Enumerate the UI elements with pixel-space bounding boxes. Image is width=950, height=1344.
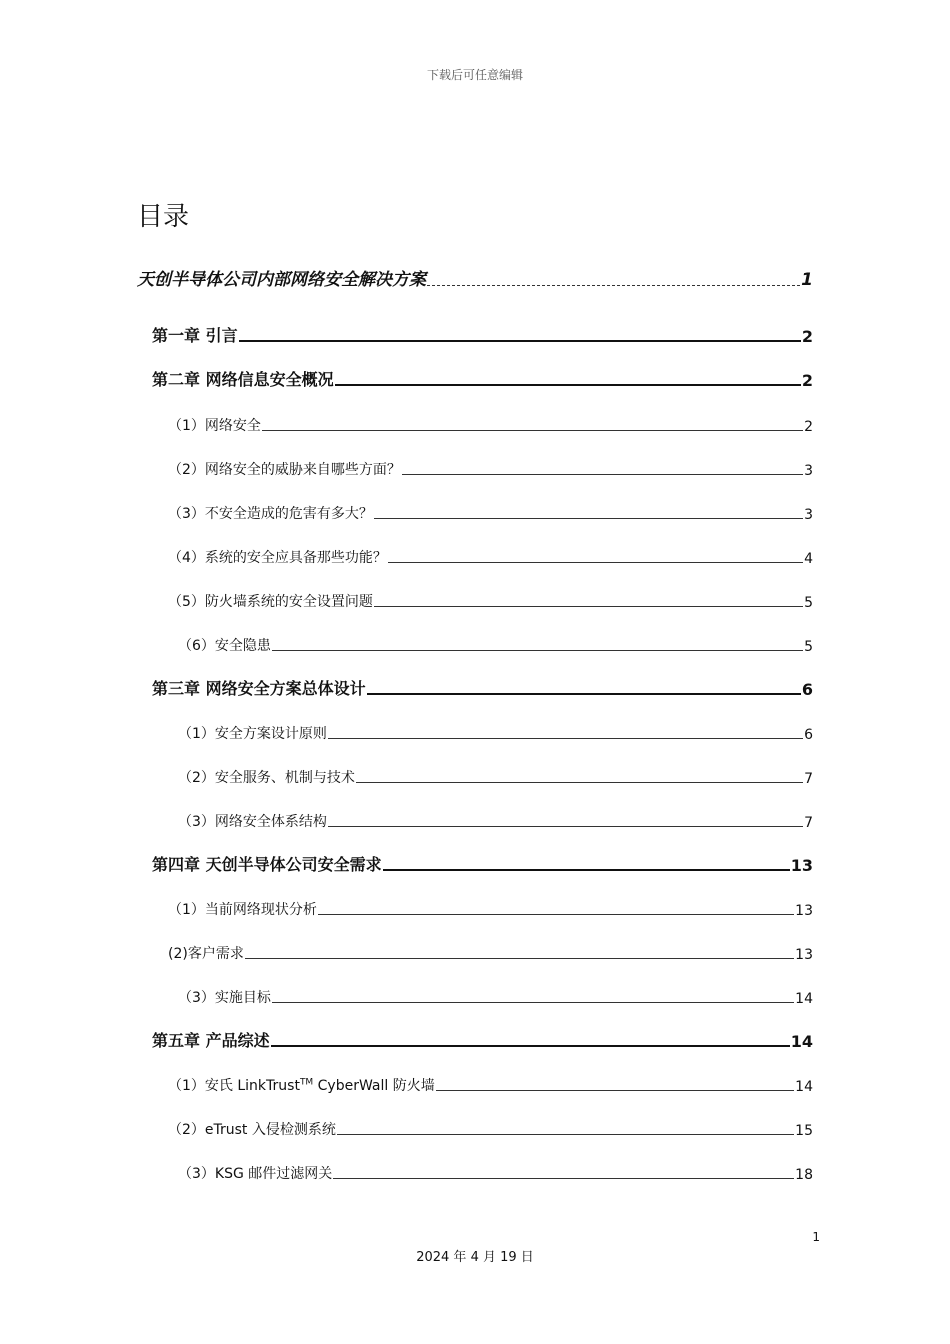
trademark-sup: TM	[299, 1077, 314, 1088]
toc-entry-3-1[interactable]	[178, 721, 813, 743]
toc-leader	[272, 650, 803, 651]
toc-entry-label	[168, 1075, 435, 1095]
toc-entry-page: 5	[804, 639, 813, 655]
toc-leader	[335, 384, 801, 386]
toc-leader	[333, 1178, 794, 1179]
toc-entry-label: （3）网络安全体系结构	[178, 814, 327, 830]
toc-entry-page: 7	[804, 815, 813, 831]
toc-entry-chapter-3[interactable]	[152, 677, 813, 699]
toc-leader	[262, 430, 803, 431]
toc-leader	[374, 606, 803, 607]
toc-entry-3-3[interactable]	[178, 809, 813, 831]
toc-leader	[367, 693, 801, 695]
toc-entry-label: （1）当前网络现状分析	[168, 902, 317, 918]
toc-entry-label: 天创半导体公司内部网络安全解决方案	[137, 270, 426, 290]
toc-entry-chapter-2[interactable]	[152, 368, 813, 390]
toc-leader	[318, 914, 794, 915]
toc-entry-chapter-4[interactable]	[152, 853, 813, 875]
toc-entry-label: （3）KSG 邮件过滤网关	[178, 1166, 333, 1182]
toc-leader	[356, 782, 803, 783]
toc-entry-page: 18	[795, 1167, 813, 1183]
toc-entry-page: 13	[795, 903, 813, 919]
toc-entry-page: 5	[804, 595, 813, 611]
toc-entry-2-5[interactable]	[168, 589, 813, 611]
toc-entry-page: 1	[801, 270, 813, 290]
toc-entry-5-1[interactable]	[168, 1073, 813, 1095]
toc-entry-page: 14	[790, 1032, 813, 1051]
toc-entry-label: 第三章 网络安全方案总体设计	[152, 679, 366, 698]
toc-leader	[388, 562, 803, 563]
toc-entry-label: （3）不安全造成的危害有多大？	[168, 506, 373, 522]
toc-entry-3-2[interactable]	[178, 765, 813, 787]
toc-entry-5-2[interactable]	[168, 1117, 813, 1139]
toc-entry-page: 6	[804, 727, 813, 743]
toc-entry-2-6[interactable]	[178, 633, 813, 655]
toc-entry-2-4[interactable]	[168, 545, 813, 567]
toc-entry-label: （2）网络安全的威胁来自哪些方面？	[168, 462, 401, 478]
toc-leader	[374, 518, 803, 519]
toc-entry-page: 2	[801, 327, 813, 346]
toc-entry-page: 7	[804, 771, 813, 787]
toc-entry-chapter-5[interactable]	[152, 1029, 813, 1051]
toc-entry-4-3[interactable]	[178, 985, 813, 1007]
toc-leader	[328, 738, 803, 739]
toc-entry-label: （2）eTrust 入侵检测系统	[168, 1122, 336, 1138]
toc-entry-page: 2	[801, 371, 813, 390]
toc-entry-label: 第四章 天创半导体公司安全需求	[152, 855, 382, 874]
toc-leader	[383, 869, 790, 871]
page-header: 下载后可任意编辑	[426, 68, 523, 82]
toc-entry-page: 15	[795, 1123, 813, 1139]
toc-entry-label: 第一章 引言	[152, 326, 238, 345]
toc-entry-page: 14	[795, 991, 813, 1007]
toc-entry-2-3[interactable]	[168, 501, 813, 523]
toc-entry-label: 第二章 网络信息安全概况	[152, 370, 334, 389]
toc-entry-label: （3）实施目标	[178, 990, 271, 1006]
toc-entry-page: 6	[801, 680, 813, 699]
toc-entry-2-1[interactable]	[168, 413, 813, 435]
toc-entry-page: 3	[804, 463, 813, 479]
toc-leader	[328, 826, 803, 827]
toc-entry-page: 13	[795, 947, 813, 963]
toc-leader	[272, 1002, 794, 1003]
toc-entry-label: 第五章 产品综述	[152, 1031, 270, 1050]
toc-entry-chapter-1[interactable]	[152, 324, 813, 346]
toc-entry-label: （6）安全隐患	[178, 638, 271, 654]
footer-date: 2024 年 4 月 19 日	[416, 1250, 534, 1265]
toc-leader	[427, 285, 800, 286]
toc-title: 目录	[137, 202, 190, 232]
toc-entry-label: （1）网络安全	[168, 418, 261, 434]
toc-leader	[271, 1045, 790, 1047]
toc-entry-4-2[interactable]	[168, 941, 813, 963]
toc-entry-page: 2	[804, 419, 813, 435]
toc-entry-page: 3	[804, 507, 813, 523]
toc-entry-label: （2）安全服务、机制与技术	[178, 770, 355, 786]
toc-entry-page: 4	[804, 551, 813, 567]
toc-entry-label-post: CyberWall 防火墙	[313, 1078, 435, 1094]
toc-entry-title[interactable]	[137, 268, 813, 290]
toc-leader	[402, 474, 803, 475]
toc-entry-page: 14	[795, 1079, 813, 1095]
toc-entry-label: （4）系统的安全应具备那些功能？	[168, 550, 387, 566]
toc-leader	[337, 1134, 794, 1135]
toc-entry-label-pre: （1）安氏 LinkTrust	[168, 1078, 300, 1094]
toc-entry-page: 13	[790, 856, 813, 875]
toc-entry-5-3[interactable]	[178, 1161, 813, 1183]
toc-leader	[239, 340, 801, 342]
page-number: 1	[812, 1230, 820, 1244]
toc-entry-label: （1）安全方案设计原则	[178, 726, 327, 742]
toc-leader	[436, 1090, 794, 1091]
toc-entry-label: (2)客户需求	[168, 946, 244, 962]
toc-leader	[245, 958, 794, 959]
toc-entry-4-1[interactable]	[168, 897, 813, 919]
toc-entry-label: （5）防火墙系统的安全设置问题	[168, 594, 373, 610]
toc-entry-2-2[interactable]	[168, 457, 813, 479]
